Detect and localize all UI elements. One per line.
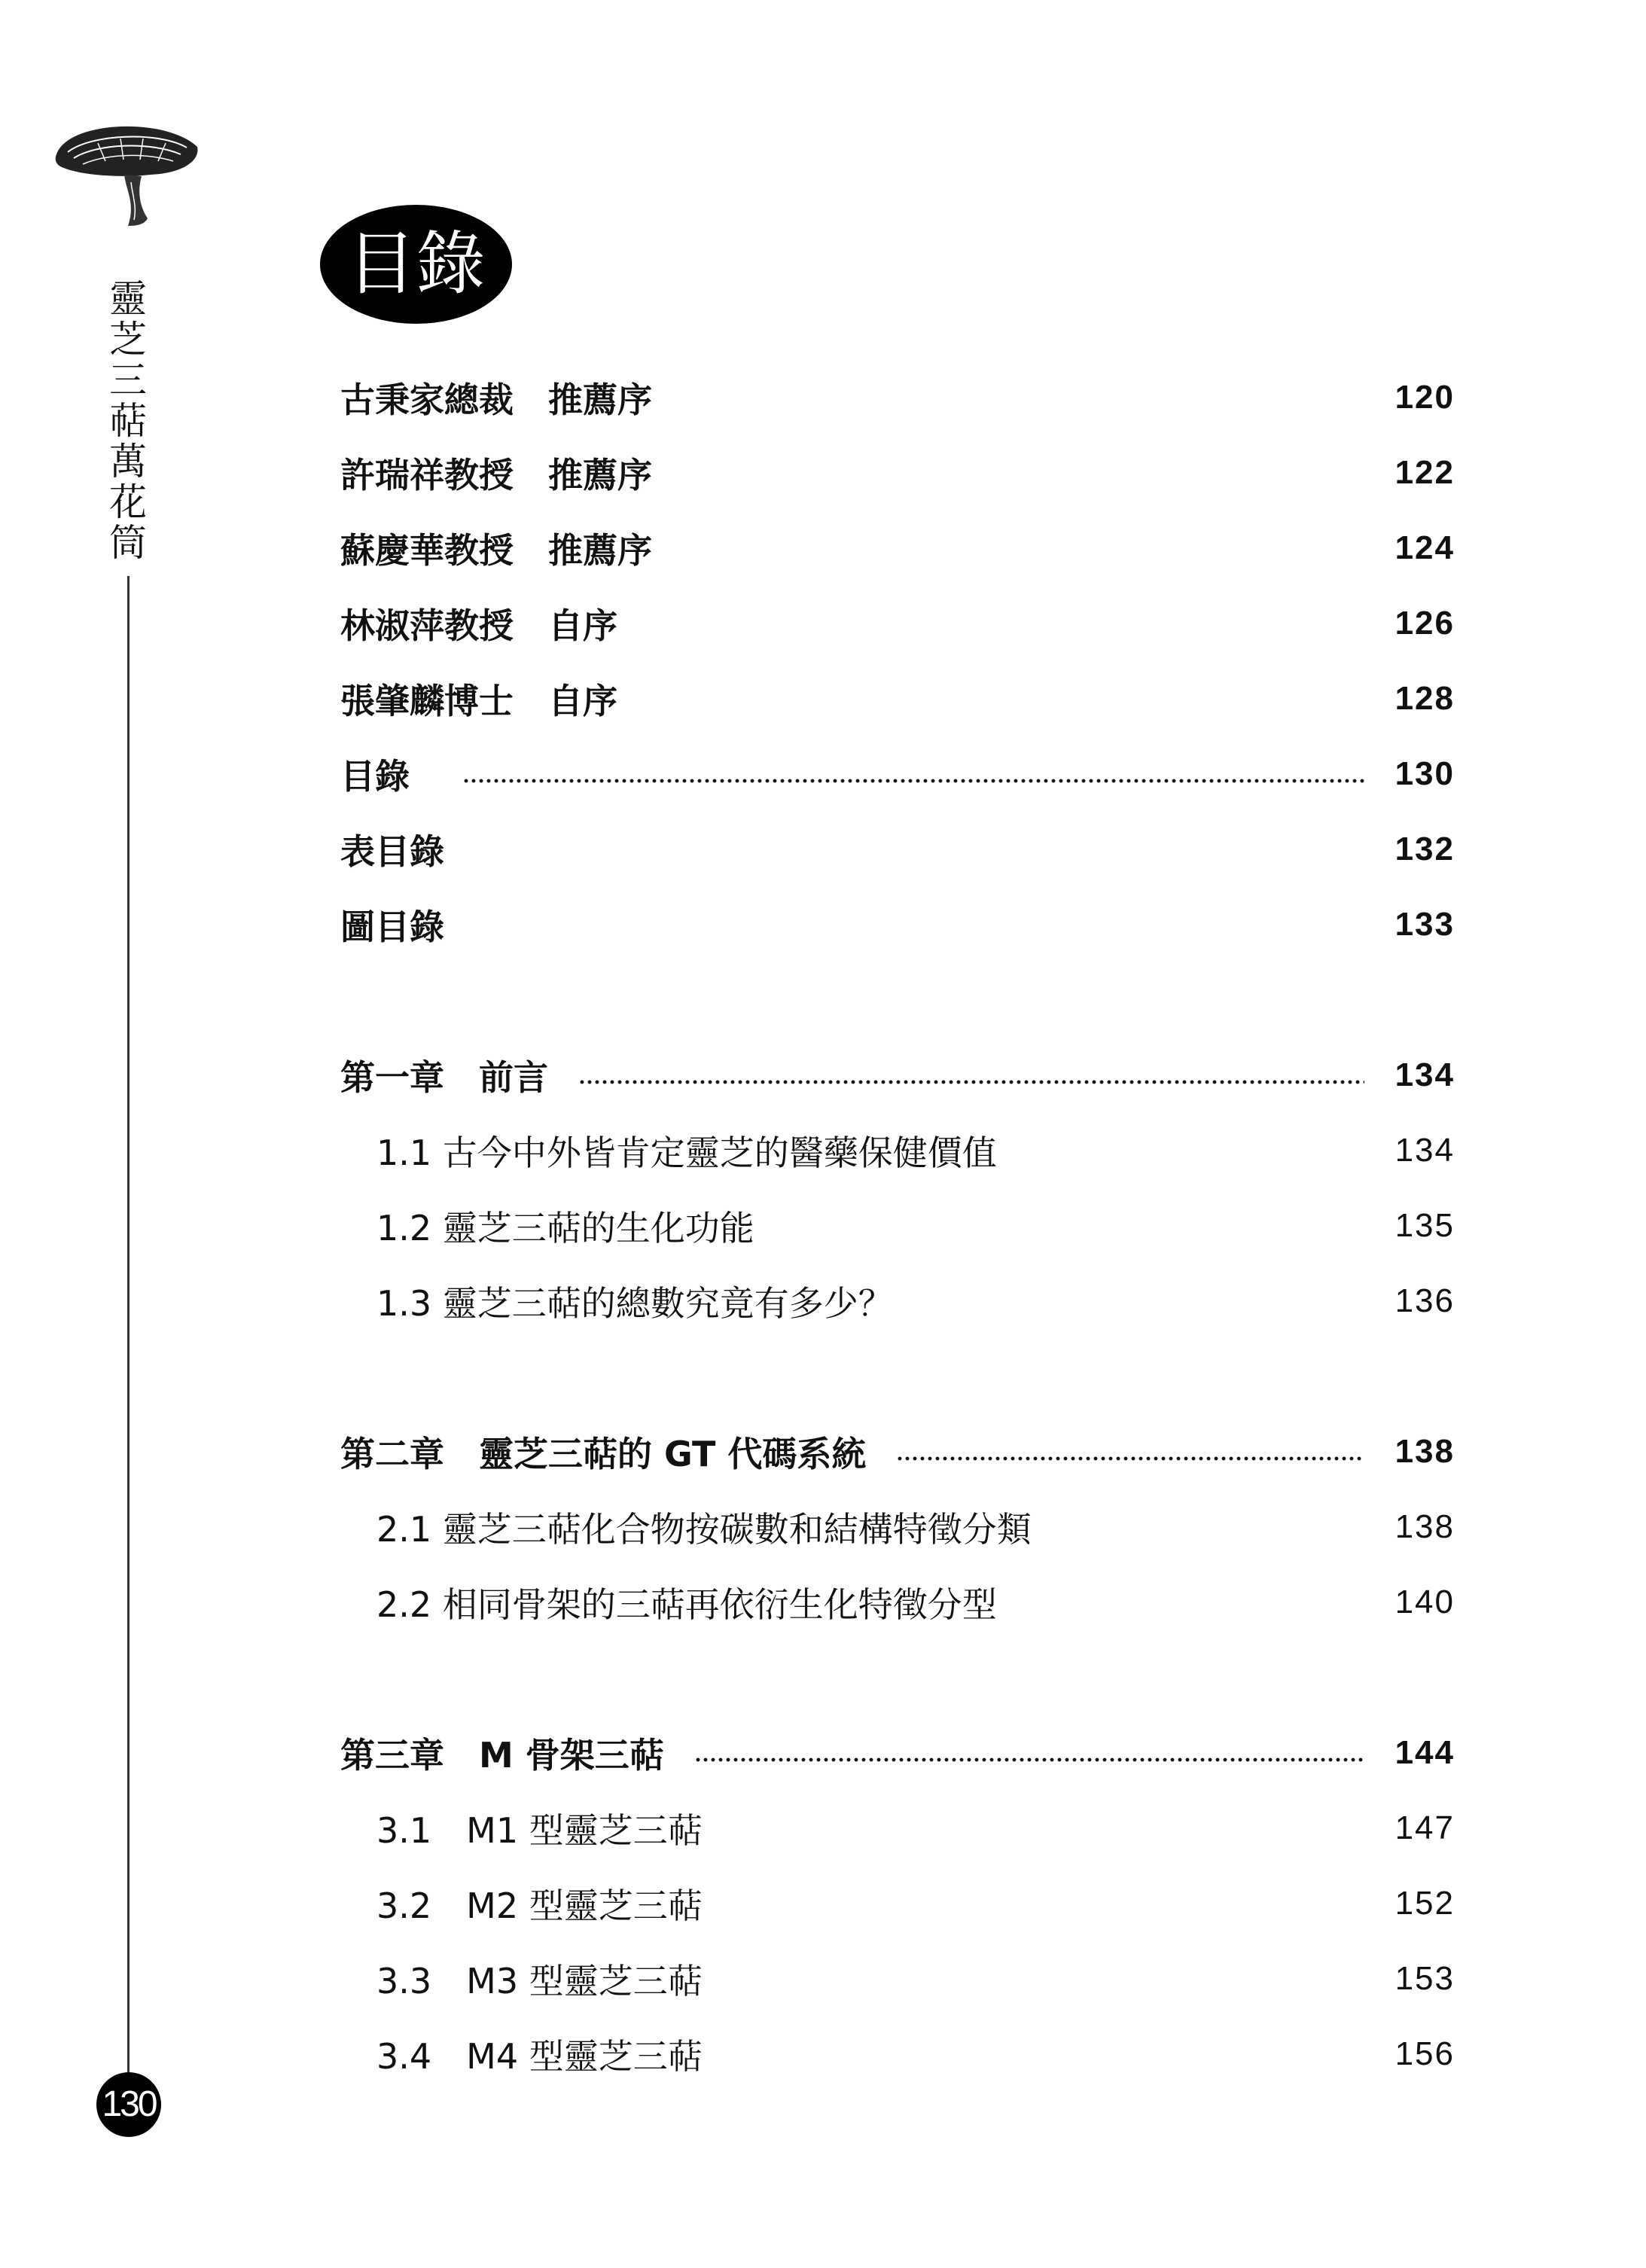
chapter-2-entry[interactable]: [340, 1422, 1455, 1482]
section-entry[interactable]: [376, 1196, 1455, 1256]
section-label: 3.3 M3 型靈芝三萜: [376, 1961, 703, 2001]
dot-leader: [462, 779, 1364, 783]
chapter-title: 第二章 靈芝三萜的 GT 代碼系統: [340, 1434, 867, 1474]
section-page: 147: [1395, 1809, 1455, 1846]
dot-leader: [578, 1080, 1364, 1084]
chapter-page: 144: [1395, 1734, 1455, 1771]
chapter-3-entry[interactable]: [340, 1723, 1455, 1783]
toc-entry-label: 許瑞祥教授 推薦序: [340, 455, 652, 495]
dot-leader: [896, 1456, 1364, 1461]
section-label: 1.3 靈芝三萜的總數究竟有多少？: [376, 1283, 893, 1324]
toc-entry-page: 130: [1395, 755, 1455, 792]
section-label: 3.4 M4 型靈芝三萜: [376, 2036, 703, 2077]
section-entry[interactable]: [376, 1572, 1455, 1632]
chapter-1-entry[interactable]: [340, 1045, 1455, 1105]
toc-entry[interactable]: [340, 895, 1455, 955]
toc-entry-label: 蘇慶華教授 推薦序: [340, 530, 652, 571]
section-label: 2.2 相同骨架的三萜再依衍生化特徵分型: [376, 1584, 997, 1625]
section-label: 2.1 靈芝三萜化合物按碳數和結構特徵分類: [376, 1509, 1032, 1550]
section-label: 1.1 古今中外皆肯定靈芝的醫藥保健價值: [376, 1132, 997, 1173]
toc-entry-page: 132: [1395, 831, 1455, 867]
toc-entry-label: 林淑萍教授 自序: [340, 605, 617, 646]
chapter-page: 134: [1395, 1056, 1455, 1093]
section-entry[interactable]: [376, 1873, 1455, 1934]
section-entry[interactable]: [376, 1120, 1455, 1181]
section-label: 3.2 M2 型靈芝三萜: [376, 1885, 703, 1926]
toc-entry[interactable]: [340, 819, 1455, 879]
section-entry[interactable]: [376, 1497, 1455, 1557]
dot-leader: [694, 1757, 1364, 1762]
toc-entry-page: 126: [1395, 605, 1455, 642]
section-page: 138: [1395, 1508, 1455, 1545]
chapter-title: 第一章 前言: [340, 1057, 548, 1098]
toc-entry-page: 120: [1395, 379, 1455, 416]
section-label: 1.2 靈芝三萜的生化功能: [376, 1208, 754, 1248]
section-page: 135: [1395, 1207, 1455, 1244]
toc-entry-page: 133: [1395, 906, 1455, 943]
section-page: 136: [1395, 1282, 1455, 1319]
toc-entry[interactable]: [340, 744, 1455, 804]
section-entry[interactable]: [376, 1949, 1455, 2009]
toc-entry[interactable]: [340, 443, 1455, 503]
section-page: 156: [1395, 2035, 1455, 2072]
toc-entry-page: 124: [1395, 529, 1455, 566]
chapter-title: 第三章 M 骨架三萜: [340, 1735, 664, 1776]
toc-entry-label: 張肇麟博士 自序: [340, 681, 617, 721]
toc-entry[interactable]: [340, 669, 1455, 729]
section-label: 3.1 M1 型靈芝三萜: [376, 1810, 703, 1851]
page-title: 目錄: [320, 205, 512, 324]
section-page: 152: [1395, 1885, 1455, 1922]
section-entry[interactable]: [376, 1271, 1455, 1331]
section-entry[interactable]: [376, 2024, 1455, 2084]
page-number-badge: 130: [96, 2072, 161, 2137]
toc-entry-page: 122: [1395, 454, 1455, 491]
section-entry[interactable]: [376, 1798, 1455, 1858]
toc-entry-label: 圖目錄: [340, 907, 444, 947]
book-title: 靈芝三萜萬花筒: [109, 277, 147, 565]
section-page: 140: [1395, 1584, 1455, 1620]
toc-entry-page: 128: [1395, 680, 1455, 717]
toc-entry-label: 目錄: [340, 756, 410, 797]
toc-entry-label: 古秉家總裁 推薦序: [340, 380, 652, 420]
toc-entry[interactable]: [340, 367, 1455, 428]
section-page: 134: [1395, 1132, 1455, 1169]
chapter-page: 138: [1395, 1433, 1455, 1470]
toc-entry[interactable]: [340, 518, 1455, 578]
section-page: 153: [1395, 1960, 1455, 1997]
toc-entry[interactable]: [340, 593, 1455, 654]
toc-entry-label: 表目錄: [340, 831, 444, 872]
